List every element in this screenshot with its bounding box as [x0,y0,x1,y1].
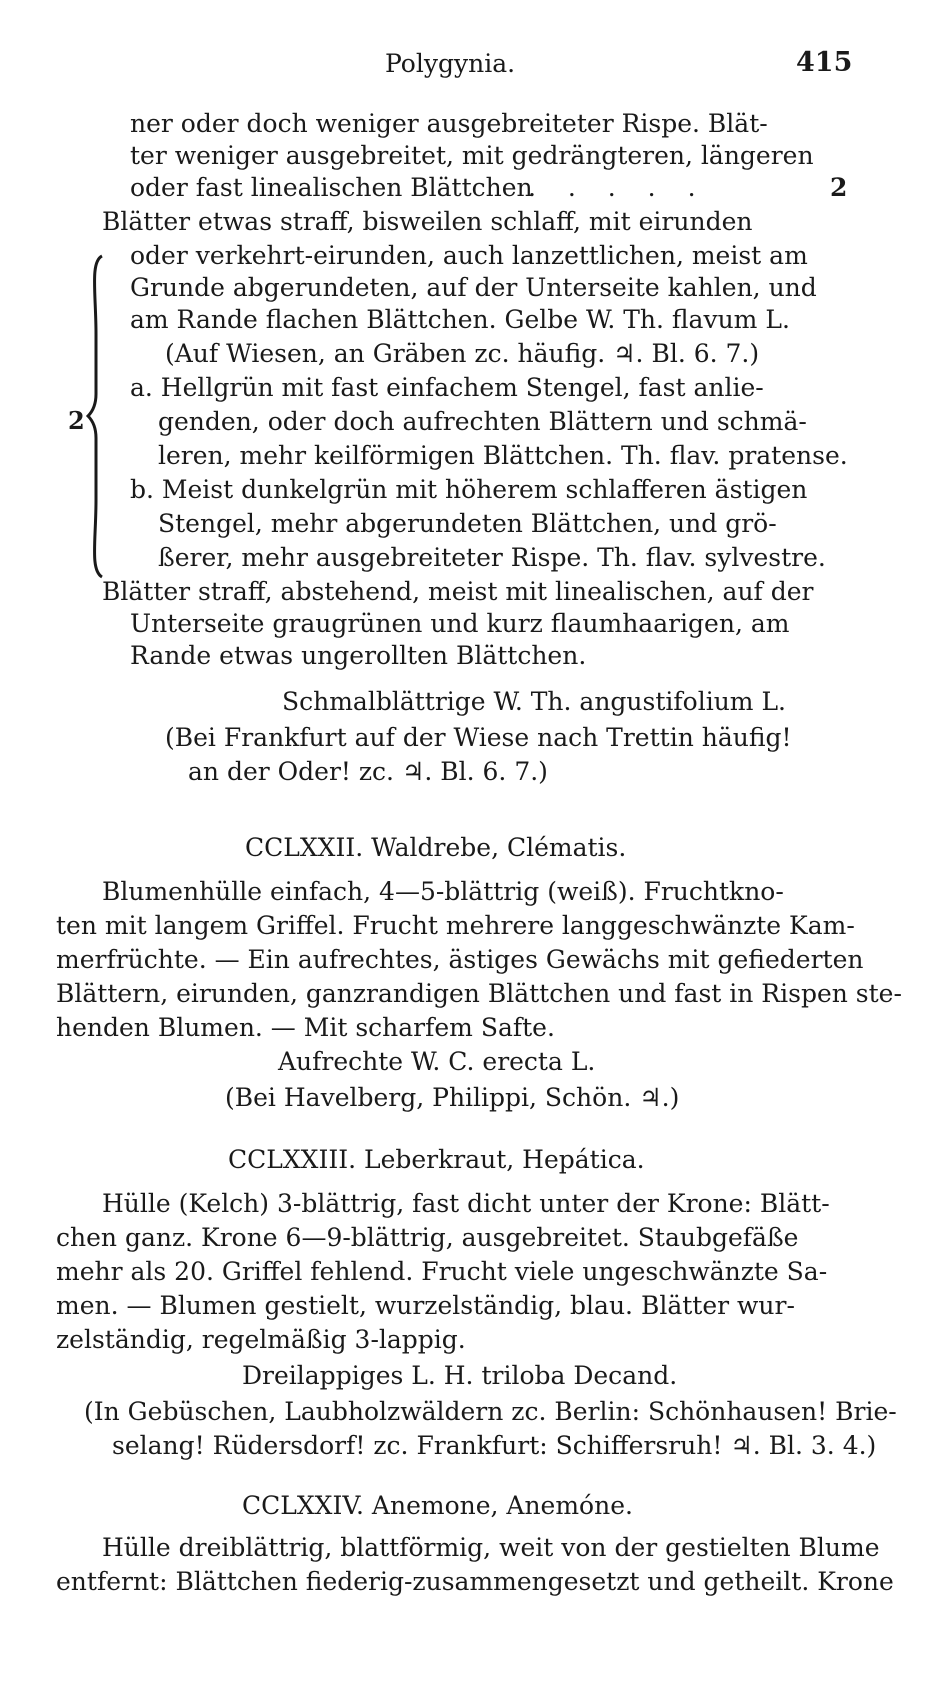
key-line: Rande etwas ungerollten Blättchen. [130,641,587,670]
variety-a: a. Hellgrün mit fast einfachem Stengel, fast anlie- [130,373,764,402]
locality-note: selang! Rüdersdorf! zc. Frankfurt: Schiffersruh! ♃. Bl. 3. 4.) [112,1431,877,1460]
section-heading: CCLXXIV. Anemone, Anemóne. [242,1491,633,1520]
section-text: Hülle dreiblättrig, blattförmig, weit von der gestielten Blume [102,1533,880,1562]
key-line: oder fast linealischen Blättchen [130,173,533,202]
variety-b: b. Meist dunkelgrün mit höherem schlafferen ästigen [130,475,808,504]
locality-note: (Bei Havelberg, Philippi, Schön. ♃.) [225,1083,680,1112]
section-text: ten mit langem Griffel. Frucht mehrere langgeschwänzte Kam- [56,911,855,940]
key-line: (Bei Frankfurt auf der Wiese nach Trettin häufig! [165,723,792,752]
key-line: ter weniger ausgebreitet, mit gedrängteren, längeren [130,141,814,170]
species-name: Schmalblättrige W. Th. angustifolium L. [282,687,786,716]
section-text: henden Blumen. — Mit scharfem Safte. [56,1013,555,1042]
section-text: chen ganz. Krone 6—9-blättrig, ausgebreitet. Staubgefäße [56,1223,799,1252]
section-text: merfrüchte. — Ein aufrechtes, ästiges Gewächs mit gefiederten [56,945,864,974]
key-line: an der Oder! zc. ♃. Bl. 6. 7.) [188,757,548,786]
key-line: ner oder doch weniger ausgebreiteter Rispe. Blät- [130,109,768,138]
leader-dots: . . . . . [528,173,708,202]
key-line: oder verkehrt-eirunden, auch lanzettlichen, meist am [130,241,808,270]
key-line: (Auf Wiesen, an Gräben zc. häufig. ♃. Bl. 6. 7.) [165,339,760,368]
section-text: mehr als 20. Griffel fehlend. Frucht viele ungeschwänzte Sa- [56,1257,828,1286]
page-number: 415 [796,47,853,78]
section-heading: CCLXXII. Waldrebe, Clématis. [245,833,627,862]
section-text: Hülle (Kelch) 3-blättrig, fast dicht unter der Krone: Blätt- [102,1189,830,1218]
section-text: Blumenhülle einfach, 4—5-blättrig (weiß). Fruchtkno- [102,877,784,906]
species-name: Aufrechte W. C. erecta L. [278,1047,596,1076]
brace-number: 2 [68,406,85,435]
key-line: am Rande flachen Blättchen. Gelbe W. Th. flavum L. [130,305,790,334]
section-text: Blättern, eirunden, ganzrandigen Blättchen und fast in Rispen ste- [56,979,902,1008]
key-line: Unterseite graugrünen und kurz flaumhaarigen, am [130,609,790,638]
key-line: Blätter straff, abstehend, meist mit linealischen, auf der [102,577,814,606]
section-heading: CCLXXIII. Leberkraut, Hepática. [228,1145,645,1174]
species-name: Dreilappiges L. H. triloba Decand. [242,1361,678,1390]
key-line: leren, mehr keilförmigen Blättchen. Th. flav. pratense. [158,441,848,470]
locality-note: (In Gebüschen, Laubholzwäldern zc. Berlin: Schönhausen! Brie- [84,1397,897,1426]
section-text: men. — Blumen gestielt, wurzelständig, blau. Blätter wur- [56,1291,795,1320]
key-line: Grunde abgerundeten, auf der Unterseite kahlen, und [130,273,817,302]
running-title: Polygynia. [385,49,516,78]
key-line: genden, oder doch aufrechten Blättern und schmä- [158,407,807,436]
section-text: zelständig, regelmäßig 3-lappig. [56,1325,466,1354]
section-text: entfernt: Blättchen fiederig-zusammengesetzt und getheilt. Krone [56,1567,894,1596]
key-line: Blätter etwas straff, bisweilen schlaff, mit eirunden [102,207,753,236]
key-reference-number: 2 [830,173,848,202]
key-line: ßerer, mehr ausgebreiteter Rispe. Th. flav. sylvestre. [158,543,826,572]
curly-brace [86,254,106,579]
key-line: Stengel, mehr abgerundeten Blättchen, und grö- [158,509,777,538]
